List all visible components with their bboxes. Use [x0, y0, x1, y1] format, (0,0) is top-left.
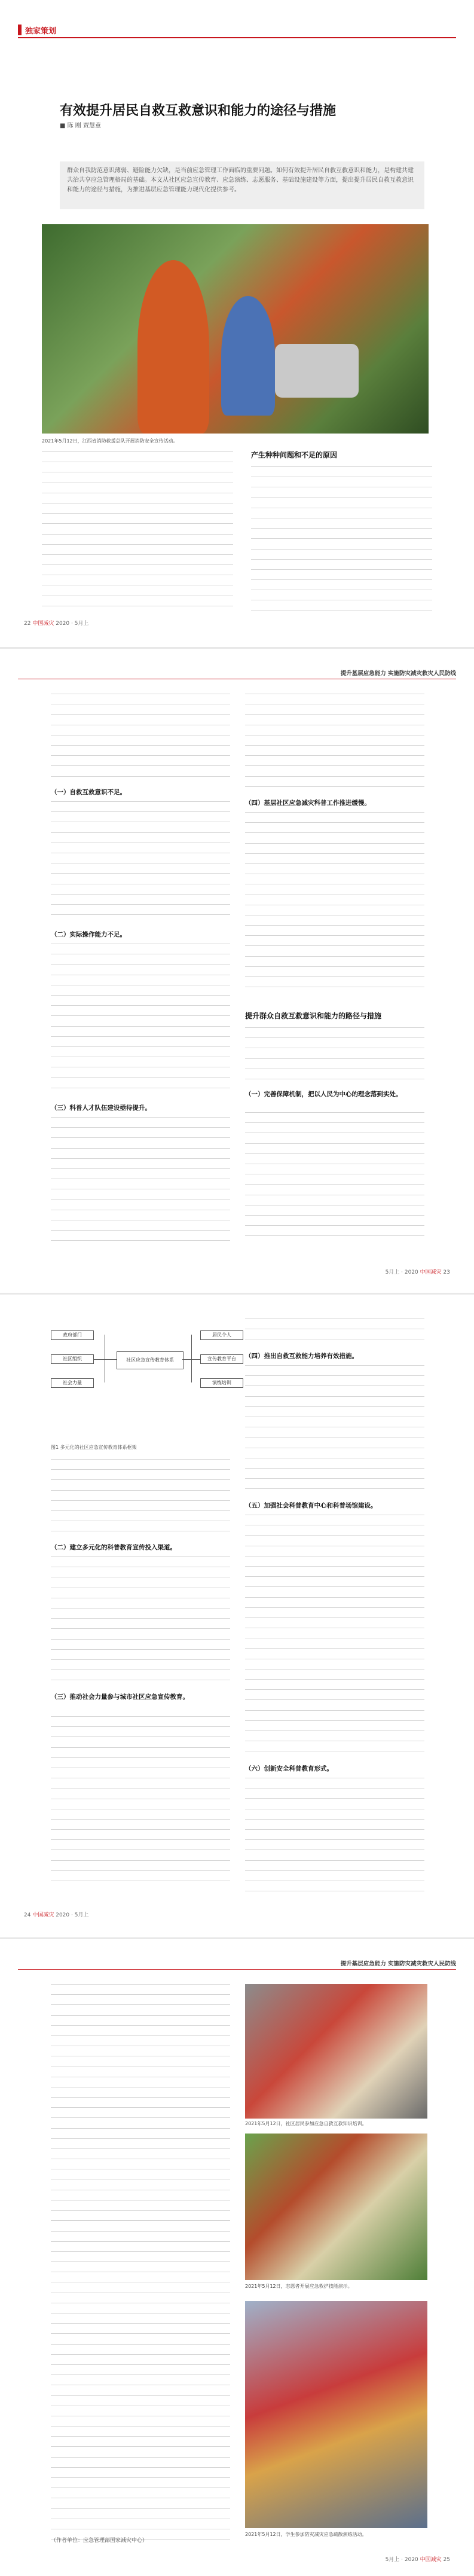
body-column-left: [51, 694, 230, 786]
folio-number: 22: [24, 621, 31, 627]
diagram-caption: 图1 多元化的社区应急宣传教育体系框架: [51, 1445, 137, 1450]
body-column-left-4: [51, 1117, 230, 1250]
article-title: 有效提升居民自救互救意识和能力的途径与措施: [60, 103, 337, 118]
subsection-heading: （六）创新安全科普教育形式。: [245, 1765, 333, 1772]
diagram-connector: [191, 1335, 192, 1382]
body-column-left-3: [51, 1716, 230, 1891]
body-column-right-3: [245, 1027, 424, 1089]
diagram-node: 政府部门: [51, 1330, 94, 1340]
folio-brand: 中国减灾: [420, 2557, 442, 2563]
body-column-right: [245, 694, 424, 796]
body-column-left-3: [51, 944, 230, 1098]
page-2: [0, 649, 474, 1295]
diagram-node: 演练培训: [200, 1378, 243, 1388]
page-3: [0, 1295, 474, 1939]
header-rule: [18, 37, 456, 38]
folio-brand: 中国减灾: [32, 621, 54, 627]
folio-issue: 2020 · 5月上: [56, 1912, 89, 1918]
running-head-rule: [18, 1969, 456, 1970]
section-tag: [18, 24, 56, 36]
section-heading-causes: 产生种种问题和不足的原因: [251, 451, 338, 459]
body-column-left: [42, 451, 233, 616]
diagram-node: 宣传教育平台: [200, 1354, 243, 1364]
subsection-heading: （五）加强社会科普教育中心和科普场馆建设。: [245, 1502, 377, 1509]
subsection-heading: （三）科普人才队伍建设亟待提升。: [51, 1104, 151, 1112]
folio-issue: 5月上 · 2020: [385, 2557, 418, 2563]
body-column-right: [245, 1318, 424, 1350]
photo-2: [245, 2134, 427, 2280]
body-column-right: [251, 466, 432, 621]
photo-1-caption: 2021年5月12日，社区居民参加应急自救互救知识培训。: [245, 2121, 367, 2126]
photo-caption: 2021年5月12日，江西省消防救援总队开展消防安全宣传活动。: [42, 438, 178, 444]
equipment-figure: [275, 344, 359, 398]
diagram-center: 社区应急宣传教育体系: [117, 1351, 184, 1369]
diagram-node: 社区组织: [51, 1354, 94, 1364]
subsection-heading: （三）推动社会力量参与城市社区应急宣传教育。: [51, 1693, 189, 1701]
folio-number: 24: [24, 1912, 31, 1918]
photo-3: [245, 2301, 427, 2528]
page-1: [0, 0, 474, 649]
hero-photo: [42, 224, 429, 434]
article-author: ■ 陈 刚 贾慧童: [60, 123, 101, 129]
folio-number: 23: [443, 1269, 450, 1275]
folio-brand: 中国减灾: [420, 1269, 442, 1275]
body-column-right-4: [245, 1778, 424, 1901]
body-column-right-4: [245, 1112, 424, 1246]
section-heading-measures: 提升群众自救互救意识和能力的路径与措施: [245, 1012, 382, 1020]
body-column-left: [51, 1459, 230, 1542]
section-tag-bar: [18, 25, 22, 35]
firefighter-figure: [137, 260, 209, 434]
article-abstract: 群众自我防范意识薄弱、避险能力欠缺，是当前应急管理工作面临的重要问题。如何有效提升居民自救互救意识和能力，是构建共建共治共享应急管理格局的基础。本文从社区应急宣传教育、应急演练、志愿服务、基础设施建设等方面，提出提升居民自救互救意识和能力的途径与措施，为推进基层应急管理能力现代化提供参考。: [60, 161, 424, 209]
running-head: 提升基层应急能力 实施防灾减灾救灾人民防线: [340, 670, 456, 677]
body-column-right-3: [245, 1515, 424, 1762]
author-affiliation: （作者单位：应急管理部国家减灾中心）: [51, 2538, 148, 2544]
folio-issue: 5月上 · 2020: [385, 1269, 418, 1275]
body-column-left-2: [51, 801, 230, 924]
subsection-heading: （一）完善保障机制，把以人民为中心的理念落到实处。: [245, 1091, 402, 1098]
subsection-heading: （四）推出自救互救能力培养有效措施。: [245, 1353, 358, 1360]
diagram-node: 居民个人: [200, 1330, 243, 1340]
body-column-right-2: [245, 1365, 424, 1498]
photo-3-caption: 2021年5月12日，学生参加防灾减灾应急疏散演练活动。: [245, 2532, 367, 2537]
folio-brand: 中国减灾: [32, 1912, 54, 1918]
photo-1: [245, 1984, 427, 2119]
child-figure: [221, 296, 275, 416]
photo-2-caption: 2021年5月12日，志愿者开展应急救护技能演示。: [245, 2284, 353, 2289]
folio-number: 25: [443, 2557, 450, 2563]
running-head: 提升基层应急能力 实施防灾减灾救灾人民防线: [340, 1961, 456, 1967]
page-4: [0, 1939, 474, 2576]
framework-diagram: [51, 1318, 242, 1438]
subsection-heading: （四）基层社区应急减灾科普工作推进缓慢。: [245, 799, 371, 807]
body-column-right-2: [245, 812, 424, 997]
folio-issue: 2020 · 5月上: [56, 621, 89, 627]
page-folio: [386, 1268, 450, 1275]
page-folio: [24, 619, 88, 627]
page-folio: [24, 1910, 88, 1918]
diagram-node: 社会力量: [51, 1378, 94, 1388]
subsection-heading: （二）实际操作能力不足。: [51, 931, 126, 938]
subsection-heading: （二）建立多元化的科普教育宣传投入渠道。: [51, 1544, 176, 1551]
page-folio: [386, 2555, 450, 2563]
body-column-left-2: [51, 1556, 230, 1690]
body-column-left: [51, 1984, 230, 2549]
subsection-heading: （一）自救互救意识不足。: [51, 789, 126, 796]
section-tag-label: 独家策划: [25, 26, 57, 36]
